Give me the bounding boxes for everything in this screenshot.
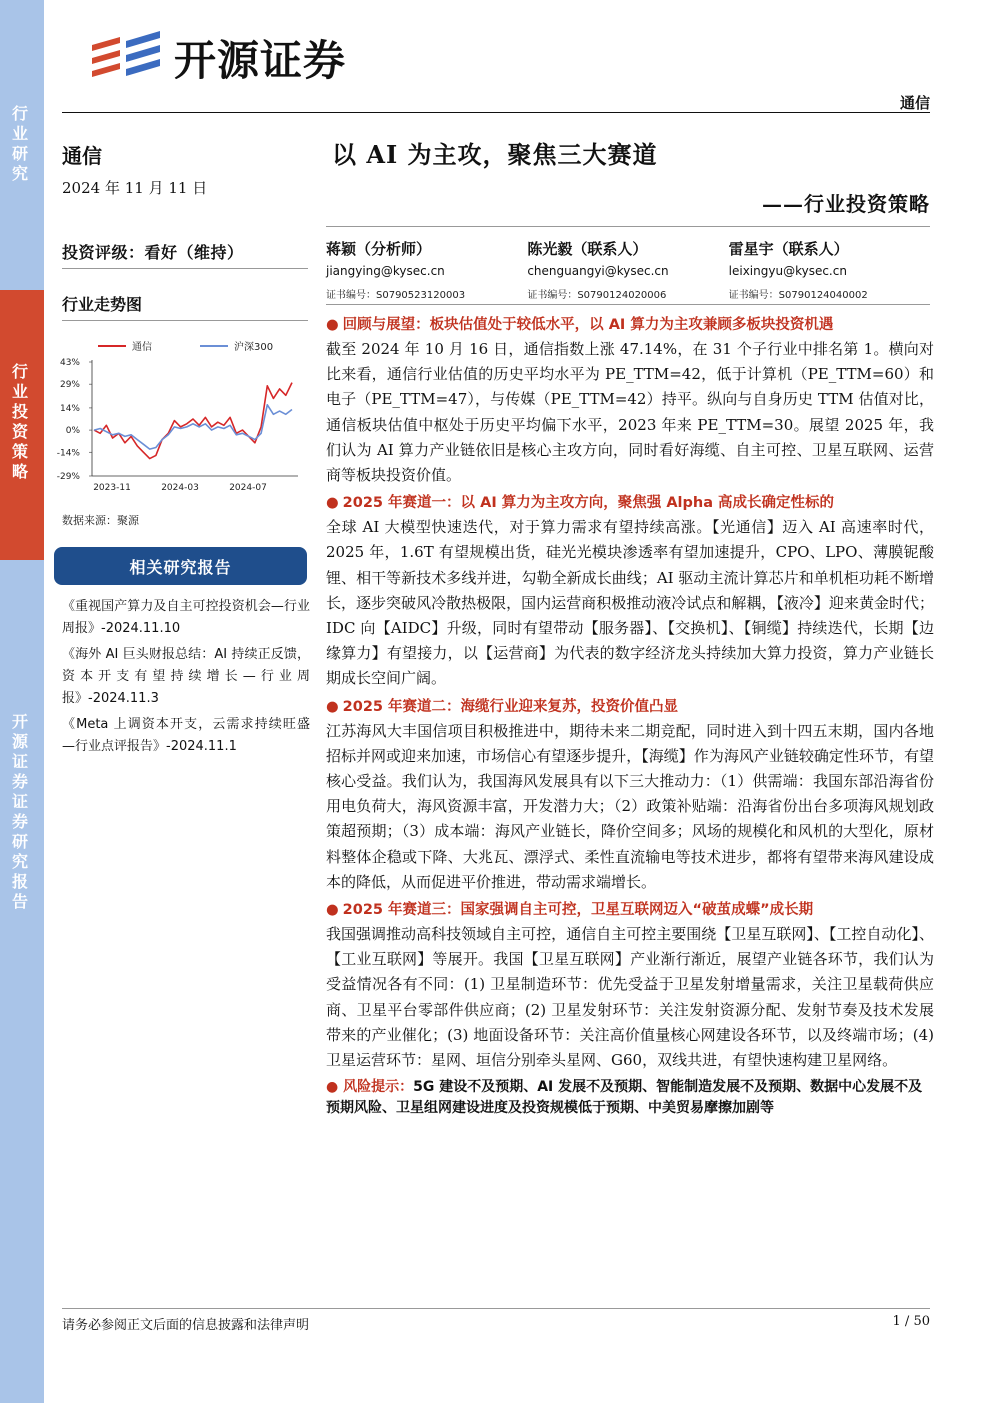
bullet-icon: ●: [326, 902, 339, 919]
brand-name: 开源证券: [174, 36, 347, 85]
analyst-card: [729, 238, 930, 301]
analyst-card: [527, 238, 728, 301]
report-subtitle: ——行业投资策略: [762, 192, 930, 216]
related-reports-title: 相关研究报告: [54, 547, 307, 585]
divider: [62, 320, 308, 321]
side-label-mid: 行业投资策略: [12, 362, 29, 481]
y-tick-label: 14%: [59, 403, 80, 414]
section-body: 截至 2024 年 10 月 16 日，通信指数上涨 47.14%，在 31 个子行业中排名第 1。横向对比来看，通信行业估值的历史平均水平为 PE_TTM=42，低于计算机（PE_TTM=60）和电子（PE_TTM=47），与传媒（PE_TTM=42）持平。纵向与自身历史 TTM 估值对比，通信板块估值中枢处于历史平均偏下水平，2023 年来 PE_TTM=30。展望 2025 年，我们认为 AI 算力产业链依旧是核心主攻方向，同时看好海缆、自主可控、卫星互联网、运营商等板块投资价值。: [326, 340, 934, 485]
x-tick-label: 2024-07: [229, 483, 267, 493]
x-tick-label: 2024-03: [161, 483, 199, 493]
bullet-icon: ●: [326, 698, 339, 715]
section-heading: [326, 898, 934, 922]
x-tick-label: 2023-11: [93, 483, 131, 493]
related-reports-list: [62, 596, 310, 762]
report-date: 2024 年 11 月 11 日: [62, 179, 208, 197]
analyst-email[interactable]: chenguangyi@kysec.cn: [527, 264, 669, 278]
report-title: 以 AI 为主攻，聚焦三大赛道: [332, 140, 658, 169]
brand-logo: [90, 28, 346, 88]
legend-label: 沪深300: [234, 342, 274, 353]
chart-source: 数据来源：聚源: [62, 514, 139, 527]
bullet-icon: ●: [326, 1079, 339, 1096]
y-tick-label: -14%: [56, 448, 80, 459]
section-heading: [326, 491, 934, 515]
header-industry: 通信: [899, 94, 930, 112]
divider: [62, 268, 308, 269]
analyst-list: [326, 238, 930, 301]
divider: [326, 304, 930, 305]
risk-warning: [326, 1077, 934, 1119]
section-heading-text: 2025 年赛道一：以 AI 算力为主攻方向，聚焦强 Alpha 高成长确定性标的: [342, 495, 835, 512]
brand-logo-icon: [90, 31, 164, 85]
series-line-1: [94, 405, 292, 449]
section-heading: [326, 313, 934, 337]
y-tick-label: 43%: [59, 358, 80, 368]
side-strip: [0, 0, 44, 1403]
risk-label: 风险提示：: [343, 1079, 414, 1096]
analyst-name: 雷星宇（联系人）: [728, 240, 849, 258]
risk-text: 5G 建设不及预期、AI 发展不及预期、智能制造发展不及预期、数据中心发展不及预期风险、卫星组网建设进度及投资规模低于预期、中美贸易摩擦加剧等: [326, 1079, 923, 1117]
industry-trend-chart: [52, 330, 310, 500]
related-report-item[interactable]: 《海外 AI 巨头财报总结：AI 持续正反馈，资本开支有望持续增长—行业周报》-2024.11.3: [62, 647, 310, 706]
section-body: 我国强调推动高科技领域自主可控，通信自主可控主要围绕【卫星互联网】、【工控自动化】、【工业互联网】等展开。我国【卫星互联网】产业渐行渐近，展望产业链各环节，我们认为受益情况各有不同：(1) 卫星制造环节：优先受益于卫星发射增量需求，关注卫星载荷供应商、卫星平台零部件供应商；(2) 卫星发射环节：关注发射资源分配、发射节奏及技术发展带来的产业催化；(3) 地面设备环节：关注高价值量核心网建设各环节，以及终端市场；(4) 卫星运营环节：星网、垣信分别牵头星网、G60，双线共进，有望快速构建卫星网络。: [326, 925, 934, 1070]
y-tick-label: 29%: [59, 380, 80, 391]
bullet-icon: ●: [326, 317, 339, 333]
section-heading-text: 2025 年赛道三：国家强调自主可控，卫星互联网迈入“破茧成蝶”成长期: [342, 902, 814, 919]
related-report-item[interactable]: 《重视国产算力及自主可控投资机会—行业周报》-2024.11.10: [62, 599, 310, 636]
report-body: [326, 313, 934, 1119]
bullet-icon: ●: [326, 495, 339, 512]
side-label-top: 行业研究: [12, 104, 29, 183]
analyst-cert: 证书编号：S0790124020006: [527, 290, 667, 301]
section-body: 江苏海风大丰国信项目积极推进中，期待未来二期竞配，同时进入到十四五末期，国内各地招标并网或迎来加速，市场信心有望逐步提升，【海缆】作为海风产业链较确定性环节，有望核心受益。我们认为，我国海风发展具有以下三大推动力：（1）供需端：我国东部沿海省份用电负荷大，海风资源丰富，开发潜力大；（2）政策补贴端：沿海省份出台多项海风规划政策超预期；（3）成本端：海风产业链长，降价空间多；风场的规模化和风机的大型化，原材料整体企稳或下降、大兆瓦、漂浮式、柔性直流输电等技术进步，都将有望带来海风建设成本的降低，从而促进平价推进，带动需求端增长。: [326, 721, 934, 891]
legend-label: 通信: [132, 342, 152, 353]
analyst-cert: 证书编号：S0790523120003: [326, 290, 466, 301]
footer-disclaimer: 请务必参阅正文后面的信息披露和法律声明: [62, 1318, 310, 1333]
investment-rating: 投资评级：看好（维持）: [62, 243, 244, 262]
y-tick-label: -29%: [56, 472, 80, 482]
section-heading-text: 回顾与展望：板块估值处于较低水平，以 AI 算力为主攻兼顾多板块投资机遇: [342, 317, 834, 333]
analyst-name: 陈光毅（联系人）: [527, 240, 648, 258]
analyst-email[interactable]: jiangying@kysec.cn: [326, 264, 445, 278]
y-tick-label: 0%: [65, 426, 80, 437]
footer-divider: [62, 1308, 930, 1309]
analyst-cert: 证书编号：S0790124040002: [728, 290, 868, 301]
section-body: 全球 AI 大模型快速迭代，对于算力需求有望持续高涨。【光通信】迈入 AI 高速率时代，2025 年，1.6T 有望规模出货，硅光光模块渗透率有望加速提升，CPO、LPO、薄膜铌酸锂、相干等新技术多线并进，勾勒全新成长曲线；AI 驱动主流计算芯片和单机柜功耗不断增长，逐步突破风冷散热极限，国内运营商积极推动液冷试点和解耦，【液冷】迎来黄金时代；IDC 向【AIDC】升级，同时有望带动【服务器】、【交换机】、【铜缆】持续迭代，长期【边缘算力】有望接力，以【运营商】为代表的数字经济龙头持续加大算力投资，算力产业链长期成长空间广阔。: [326, 518, 934, 688]
industry-name: 通信: [62, 144, 102, 168]
section-heading-text: 2025 年赛道二：海缆行业迎来复苏，投资价值凸显: [342, 698, 679, 715]
divider: [326, 226, 930, 227]
header-divider: [62, 112, 930, 113]
series-line-0: [94, 383, 292, 459]
page-number: 1 / 50: [892, 1314, 930, 1329]
section-heading: [326, 695, 934, 719]
trend-chart-title: 行业走势图: [62, 295, 143, 314]
side-label-bottom: 开源证券 证券研究报告: [12, 712, 29, 911]
related-report-item[interactable]: 《Meta 上调资本开支，云需求持续旺盛 —行业点评报告》-2024.11.1: [62, 717, 310, 754]
analyst-card: [326, 238, 527, 301]
analyst-name: 蒋颖（分析师）: [326, 240, 432, 258]
analyst-email[interactable]: leixingyu@kysec.cn: [728, 264, 847, 278]
